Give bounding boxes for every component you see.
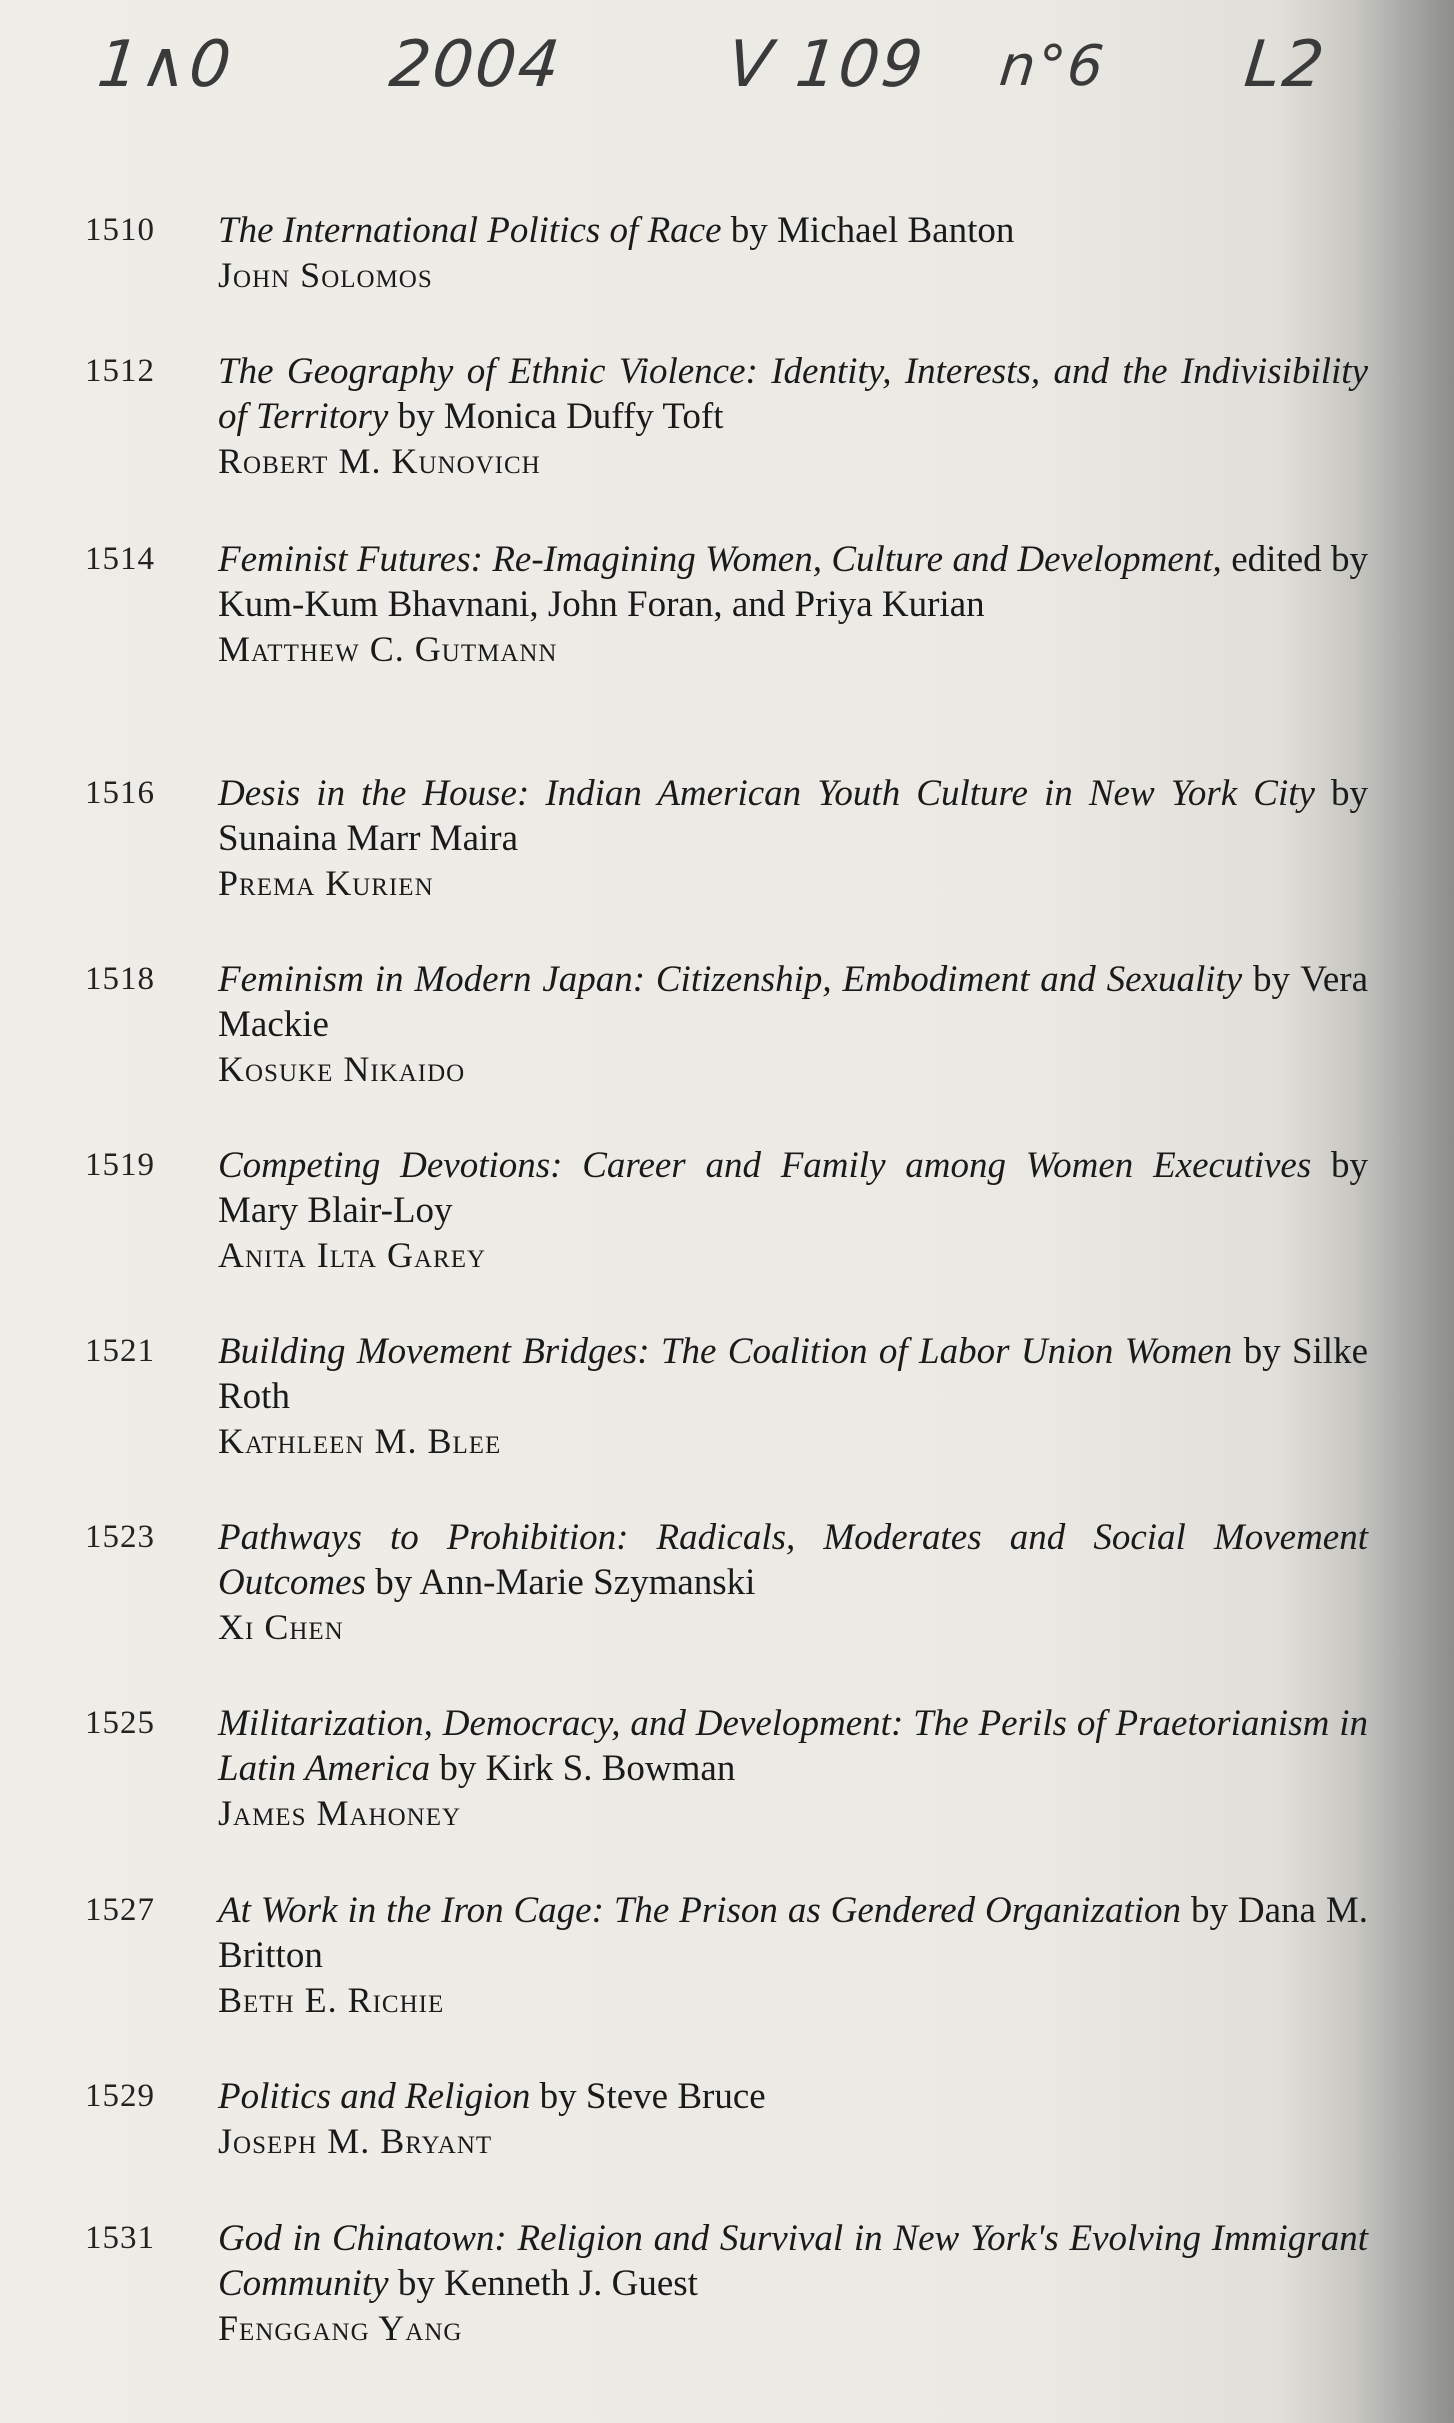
page-number: 1531 bbox=[85, 2220, 155, 2256]
handwritten-volume: V 109 bbox=[724, 28, 929, 102]
page-number: 1519 bbox=[85, 1147, 155, 1183]
handwritten-mark: L2 bbox=[1241, 28, 1330, 102]
page-number: 1512 bbox=[85, 353, 155, 389]
entry-body bbox=[218, 957, 1368, 1092]
book-title: Politics and Religion bbox=[218, 2076, 531, 2117]
book-title: Desis in the House: Indian American Youth Culture in New York City bbox=[218, 773, 1315, 814]
entry-body bbox=[218, 2216, 1368, 2351]
reviewer-name: James Mahoney bbox=[218, 1793, 462, 1833]
entry-body bbox=[218, 1143, 1368, 1278]
reviewer-name: Prema Kurien bbox=[218, 863, 434, 903]
book-title: Building Movement Bridges: The Coalition of Labor Union Women bbox=[218, 1331, 1233, 1372]
entry-body bbox=[218, 1515, 1368, 1650]
book-byline: by Kirk S. Bowman bbox=[430, 1748, 736, 1789]
handwritten-header bbox=[0, 0, 1454, 150]
book-byline: by Dana M. Britton bbox=[218, 1890, 1368, 1976]
entry-body bbox=[218, 537, 1368, 672]
book-title: Competing Devotions: Career and Family among Women Executives bbox=[218, 1145, 1312, 1186]
entry-body bbox=[218, 1701, 1368, 1836]
reviewer-name: Matthew C. Gutmann bbox=[218, 629, 558, 669]
book-byline: by Vera Mackie bbox=[218, 959, 1368, 1045]
reviewer-name: Fenggang Yang bbox=[218, 2308, 463, 2348]
book-byline: by Monica Duffy Toft bbox=[388, 396, 724, 437]
handwritten-note: 1∧0 bbox=[94, 28, 237, 102]
page-number: 1523 bbox=[85, 1519, 155, 1555]
page-number: 1510 bbox=[85, 212, 155, 248]
page-number: 1514 bbox=[85, 541, 155, 577]
book-title: Feminism in Modern Japan: Citizenship, Embodiment and Sexuality bbox=[218, 959, 1243, 1000]
book-title: The International Politics of Race bbox=[218, 210, 722, 251]
entry-body bbox=[218, 208, 1368, 298]
reviewer-name: Kathleen M. Blee bbox=[218, 1421, 502, 1461]
book-byline: by Ann-Marie Szymanski bbox=[365, 1562, 756, 1603]
reviewer-name: Joseph M. Bryant bbox=[218, 2121, 493, 2161]
page-number: 1525 bbox=[85, 1705, 155, 1741]
reviewer-name: Anita Ilta Garey bbox=[218, 1235, 487, 1275]
reviewer-name: Xi Chen bbox=[218, 1607, 344, 1647]
book-byline: by Silke Roth bbox=[218, 1331, 1368, 1417]
book-title: Feminist Futures: Re-Imagining Women, Culture and Development, bbox=[218, 539, 1222, 580]
page-number: 1516 bbox=[85, 775, 155, 811]
book-title: God in Chinatown: Religion and Survival in New York's Evolving Immigrant Community bbox=[218, 2218, 1368, 2304]
page-number: 1527 bbox=[85, 1892, 155, 1928]
entry-body bbox=[218, 1329, 1368, 1464]
book-byline: by Kenneth J. Guest bbox=[388, 2263, 698, 2304]
entry-body bbox=[218, 349, 1368, 484]
entry-body bbox=[218, 2074, 1368, 2164]
entry-body bbox=[218, 1888, 1368, 2023]
reviewer-name: Robert M. Kunovich bbox=[218, 441, 541, 481]
page-number: 1518 bbox=[85, 961, 155, 997]
book-title: Pathways to Prohibition: Radicals, Moderates and Social Movement Outcomes bbox=[218, 1517, 1368, 1603]
reviewer-name: Kosuke Nikaido bbox=[218, 1049, 466, 1089]
book-title: At Work in the Iron Cage: The Prison as Gendered Organization bbox=[218, 1890, 1182, 1931]
handwritten-issue: n°6 bbox=[996, 34, 1109, 99]
reviewer-name: John Solomos bbox=[218, 255, 433, 295]
book-title: Militarization, Democracy, and Development: The Perils of Praetorianism in Latin America bbox=[218, 1703, 1368, 1789]
handwritten-year: 2004 bbox=[386, 28, 565, 102]
book-byline: by Sunaina Marr Maira bbox=[218, 773, 1369, 859]
reviewer-name: Beth E. Richie bbox=[218, 1980, 445, 2020]
book-byline: by Mary Blair-Loy bbox=[218, 1145, 1369, 1231]
page-number: 1529 bbox=[85, 2078, 155, 2114]
book-byline: by Michael Banton bbox=[721, 210, 1015, 251]
entry-body bbox=[218, 771, 1368, 906]
book-byline: edited by Kum-Kum Bhavnani, John Foran, and Priya Kurian bbox=[218, 539, 1369, 625]
book-byline: by Steve Bruce bbox=[530, 2076, 766, 2117]
page-number: 1521 bbox=[85, 1333, 155, 1369]
book-title: The Geography of Ethnic Violence: Identity, Interests, and the Indivisibility of Territory bbox=[218, 351, 1368, 437]
